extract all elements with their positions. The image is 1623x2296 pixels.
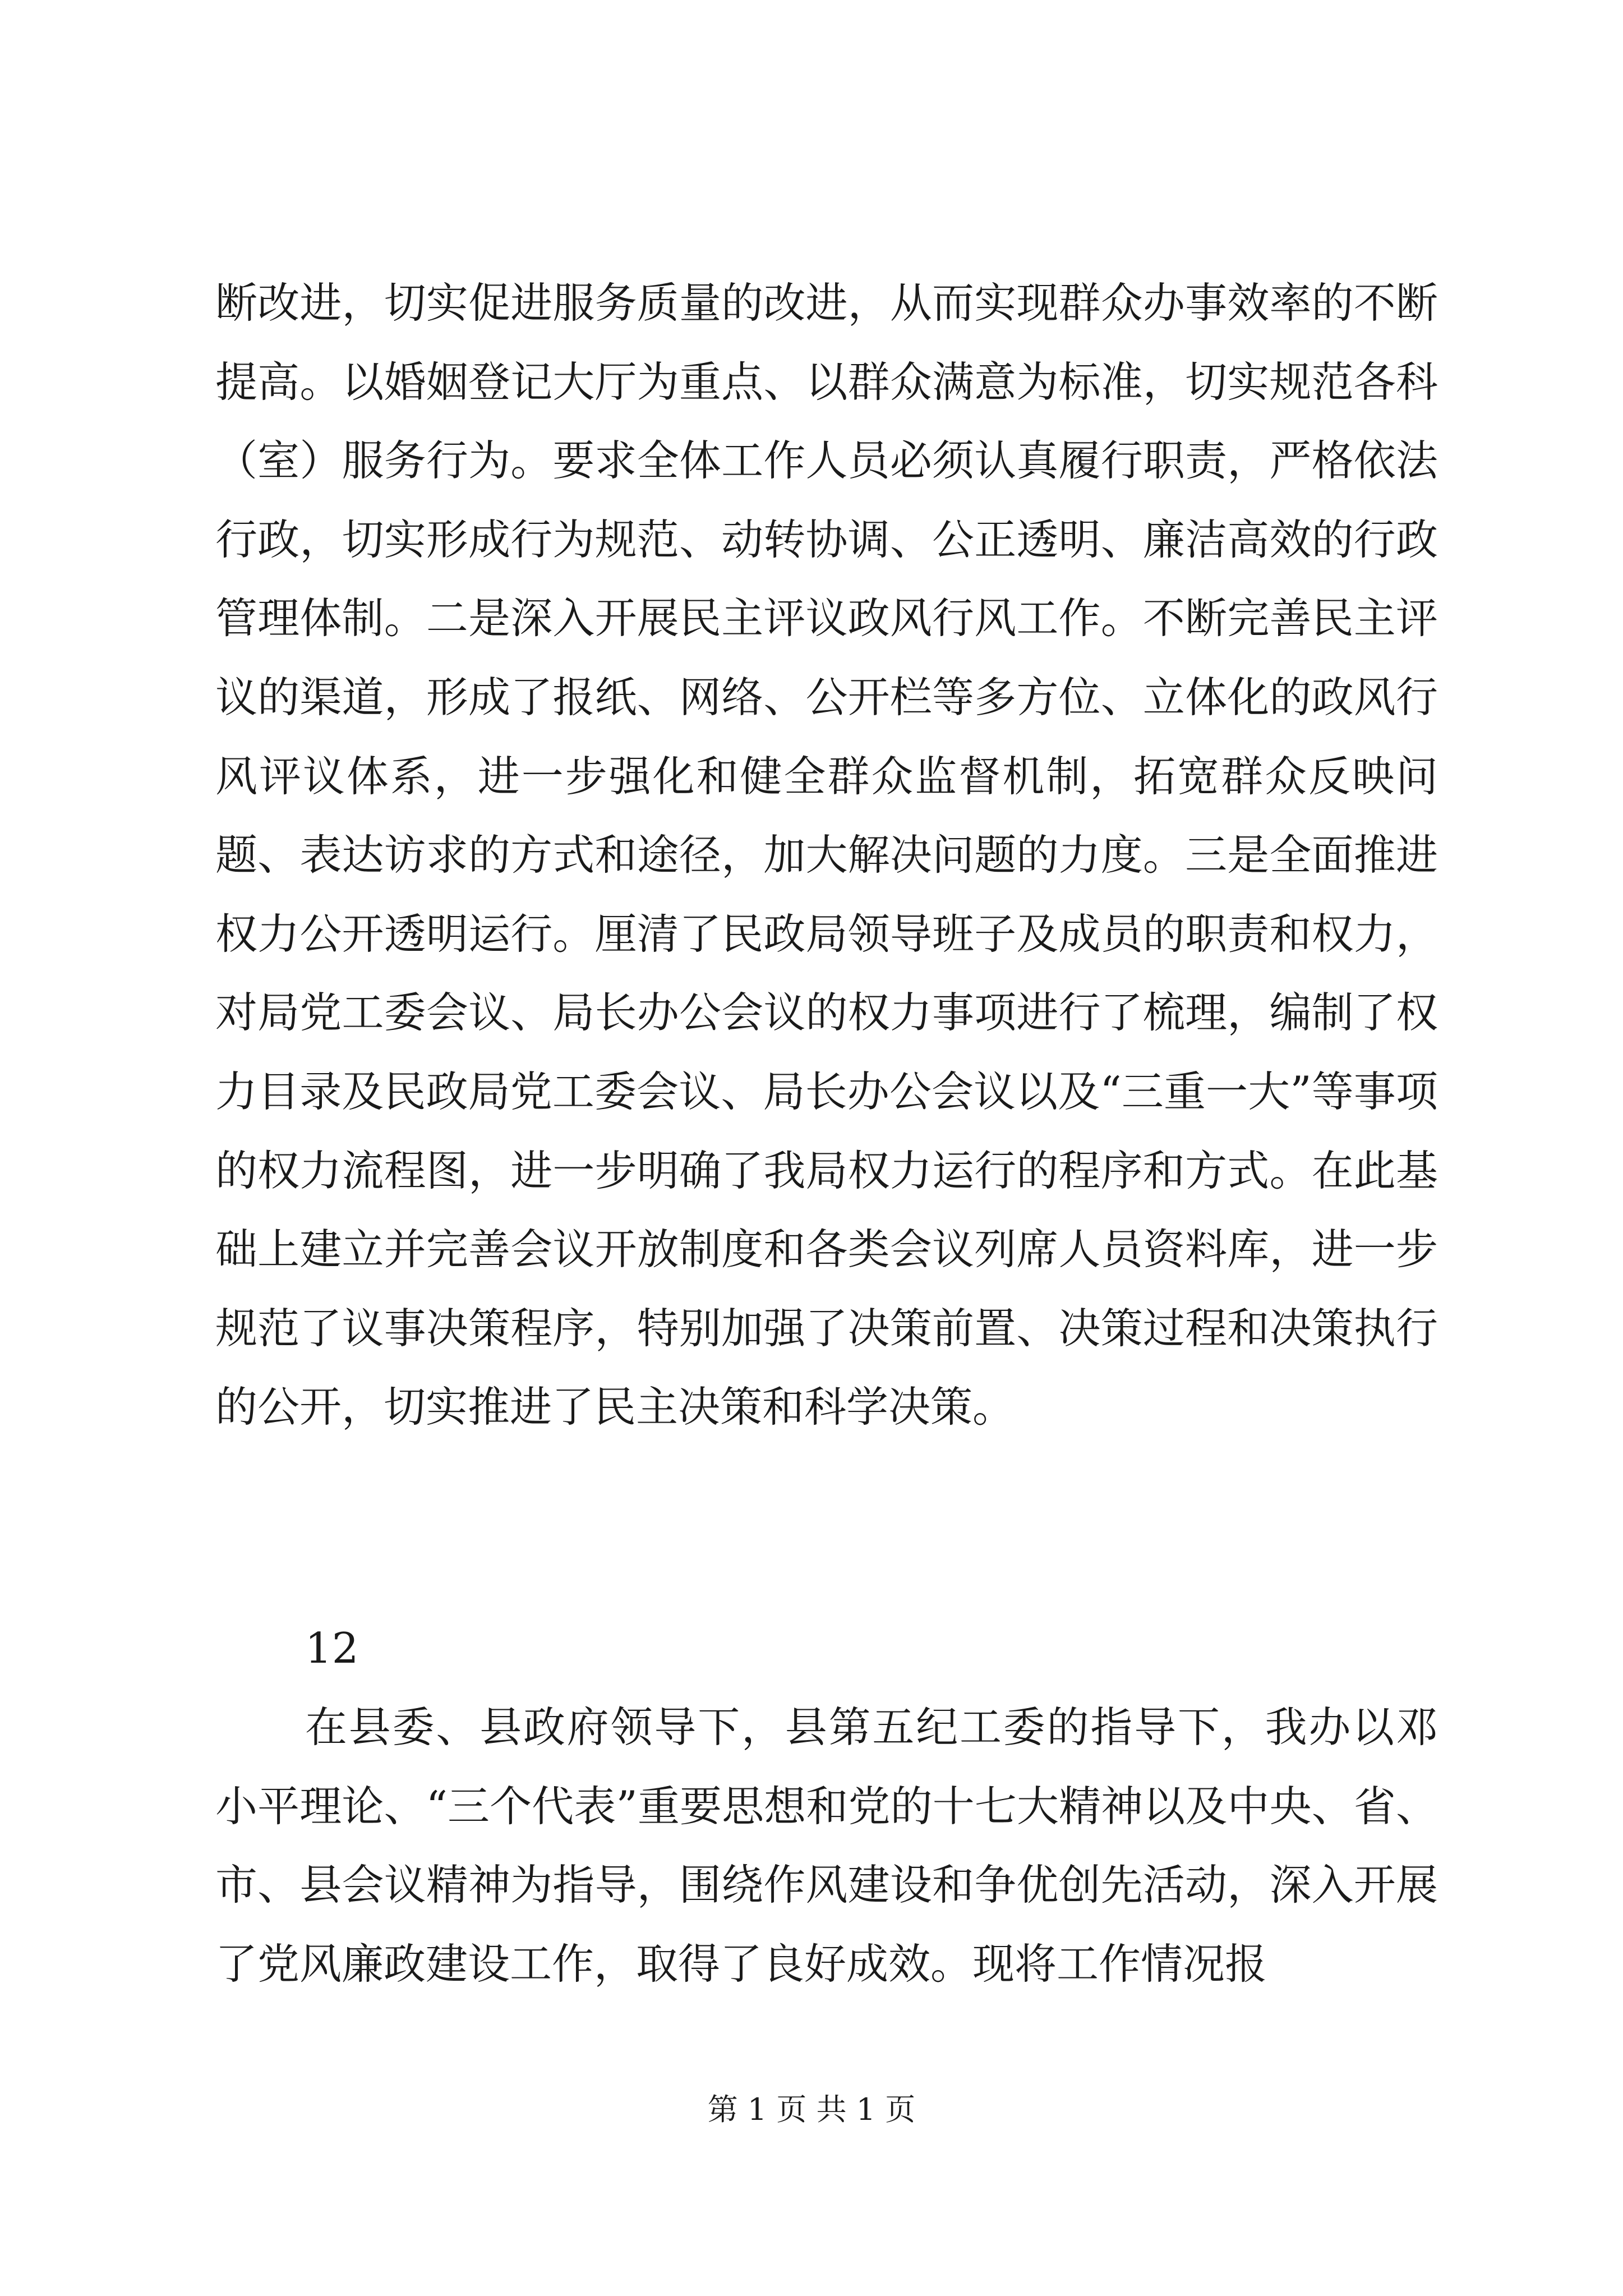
body-paragraph-new-section: 在县委、县政府领导下，县第五纪工委的指导下，我办以邓小平理论、“三个代表”重要思想和党的十七大精神以及中央、省、市、县会议精神为指导，围绕作风建设和争优创先活动，深入开展了党风廉政建设工作，取得了良好成效。现将工作情况报	[215, 1703, 1438, 1989]
section-number: 12	[305, 1623, 359, 1673]
page-footer: 第 1 页 共 1 页	[707, 2092, 916, 2127]
body-paragraph-continued: 断改进，切实促进服务质量的改进，从而实现群众办事效率的不断提高。以婚姻登记大厅为重点、以群众满意为标准，切实规范各科（室）服务行为。要求全体工作人员必须认真履行职责，严格依法行政，切实形成行为规范、动转协调、公正透明、廉洁高效的行政管理体制。二是深入开展民主评议政风行风工作。不断完善民主评议的渠道，形成了报纸、网络、公开栏等多方位、立体化的政风行风评议体系，进一步强化和健全群众监督机制，拓宽群众反映问题、表达访求的方式和途径，加大解决问题的力度。三是全面推进权力公开透明运行。厘清了民政局领导班子及成员的职责和权力，对局党工委会议、局长办公会议的权力事项进行了梳理，编制了权力目录及民政局党工委会议、局长办公会议以及“三重一大”等事项的权力流程图，进一步明确了我局权力运行的程序和方式。在此基础上建立并完善会议开放制度和各类会议列席人员资料库，进一步规范了议事决策程序，特别加强了决策前置、决策过程和决策执行的公开，切实推进了民主决策和科学决策。	[215, 278, 1438, 1432]
